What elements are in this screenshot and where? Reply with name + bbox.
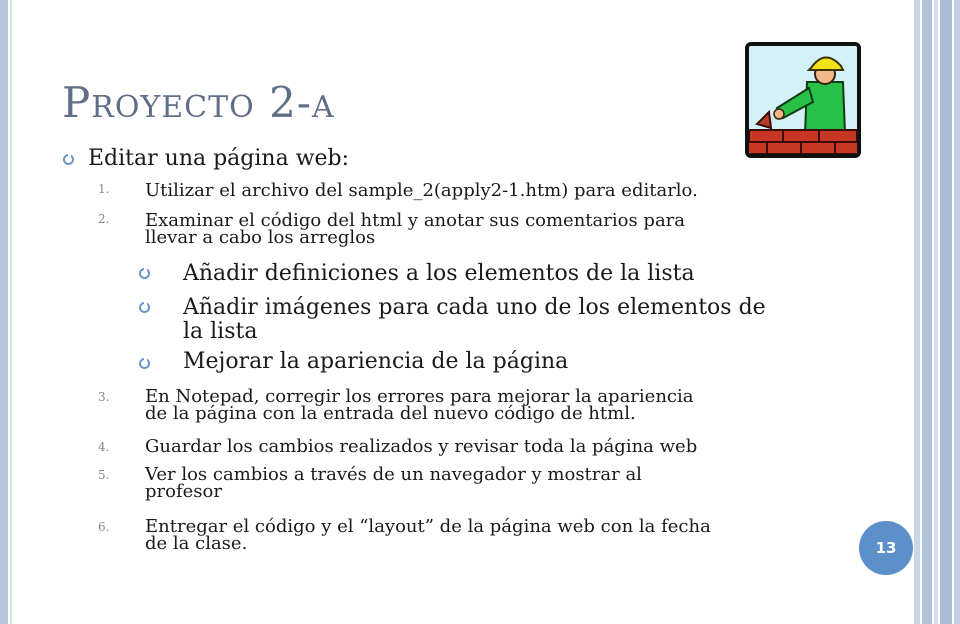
step-text: Guardar los cambios realizados y revisar toda la página web (145, 436, 698, 457)
sub-bullet-icon (139, 268, 150, 279)
bricklayer-icon (749, 46, 857, 154)
left-border (0, 0, 8, 624)
right-decoration (914, 0, 960, 624)
step-text-line: Examinar el código del html y anotar sus comentarios para (145, 210, 686, 231)
sub-bullet-text (183, 296, 766, 344)
title-number: 2- (254, 78, 312, 127)
sub-bullet-text (183, 262, 695, 286)
step-text-line: llevar a cabo los arreglos (145, 227, 376, 248)
sub-bullet-icon (139, 302, 150, 313)
step-text (145, 466, 642, 500)
step-number: 4. (98, 440, 110, 454)
step-text-line: Entregar el código y el “layout” de la página web con la fecha (145, 516, 711, 537)
step-text (145, 212, 685, 246)
main-bullet-text: Editar una página web: (88, 146, 350, 171)
step-text: Utilizar el archivo del sample_2(apply2-1.htm) para editarlo. (145, 180, 698, 201)
title-end: A (311, 90, 335, 125)
sub-bullet-line: Añadir imágenes para cada uno de los elementos de (183, 295, 766, 320)
sub-bullet-text (183, 350, 568, 374)
step-text-line: En Notepad, corregir los errores para mejorar la apariencia (145, 386, 694, 407)
step-number: 6. (98, 520, 110, 534)
title-initial: P (62, 78, 92, 127)
step-text-line: de la clase. (145, 533, 248, 554)
step-text (145, 388, 693, 422)
left-border-inner (10, 0, 12, 624)
step-text-line: de la página con la entrada del nuevo código de html. (145, 403, 636, 424)
title-rest: ROYECTO (91, 90, 255, 125)
page-number-badge: 13 (859, 521, 913, 575)
step-number: 3. (98, 390, 110, 404)
step-number: 5. (98, 468, 110, 482)
sub-bullet-line: Añadir definiciones a los elementos de la lista (183, 261, 695, 286)
step-text-line: Ver los cambios a través de un navegador y mostrar al (145, 464, 642, 485)
step-number: 2. (98, 212, 110, 226)
bricklayer-clipart (745, 42, 861, 158)
step-text (145, 518, 711, 552)
bullet-icon (63, 154, 74, 165)
step-text-line: profesor (145, 481, 222, 502)
step-number: 1. (98, 182, 110, 196)
sub-bullet-line: la lista (183, 319, 258, 344)
slide-title (62, 78, 335, 127)
sub-bullet-line: Mejorar la apariencia de la página (183, 349, 569, 374)
sub-bullet-icon (139, 358, 150, 369)
